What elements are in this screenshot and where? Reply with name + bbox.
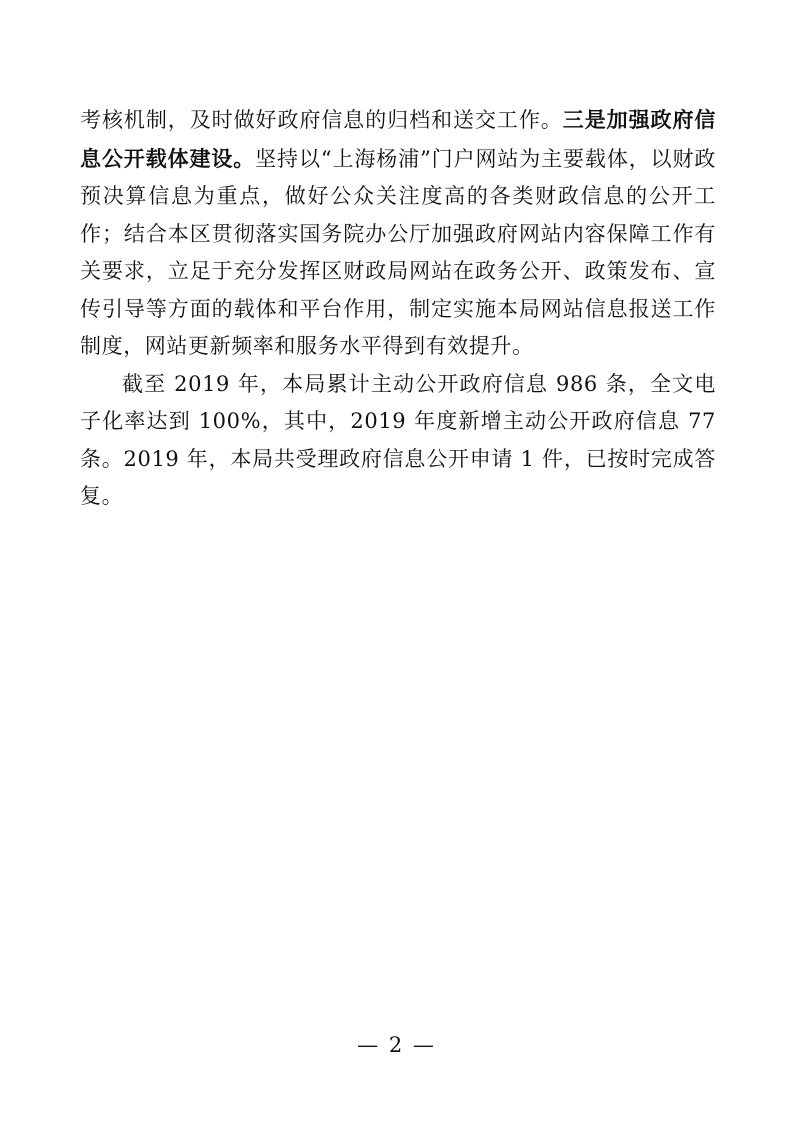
paragraph-text-start: 考核机制，及时做好政府信息的归档和送交工作。 bbox=[80, 108, 563, 132]
document-body bbox=[80, 101, 716, 516]
paragraph-statistics bbox=[80, 366, 716, 516]
page-number: — 2 — bbox=[357, 1033, 436, 1057]
paragraph-continuation bbox=[80, 101, 716, 366]
paragraph-text-rest: 坚持以“上海杨浦”门户网站为主要载体，以财政预决算信息为重点，做好公众关注度高的各类财政信息的公开工作；结合本区贯彻落实国务院办公厅加强政府网站内容保障工作有关要求，立足于充分发挥区财政局网站在政务公开、政策发布、宣传引导等方面的载体和平台作用，制定实施本局网站信息报送工作制度，网站更新频率和服务水平得到有效提升。 bbox=[80, 146, 716, 358]
statistics-text: 截至 2019 年，本局累计主动公开政府信息 986 条，全文电子化率达到 100%，其中，2019 年度新增主动公开政府信息 77 条。2019 年，本局共受理政府信息公开申请 1 件，已按时完成答复。 bbox=[80, 371, 716, 508]
bold-heading-text: 三是加强政府信息公开载体建设。 bbox=[80, 107, 717, 171]
